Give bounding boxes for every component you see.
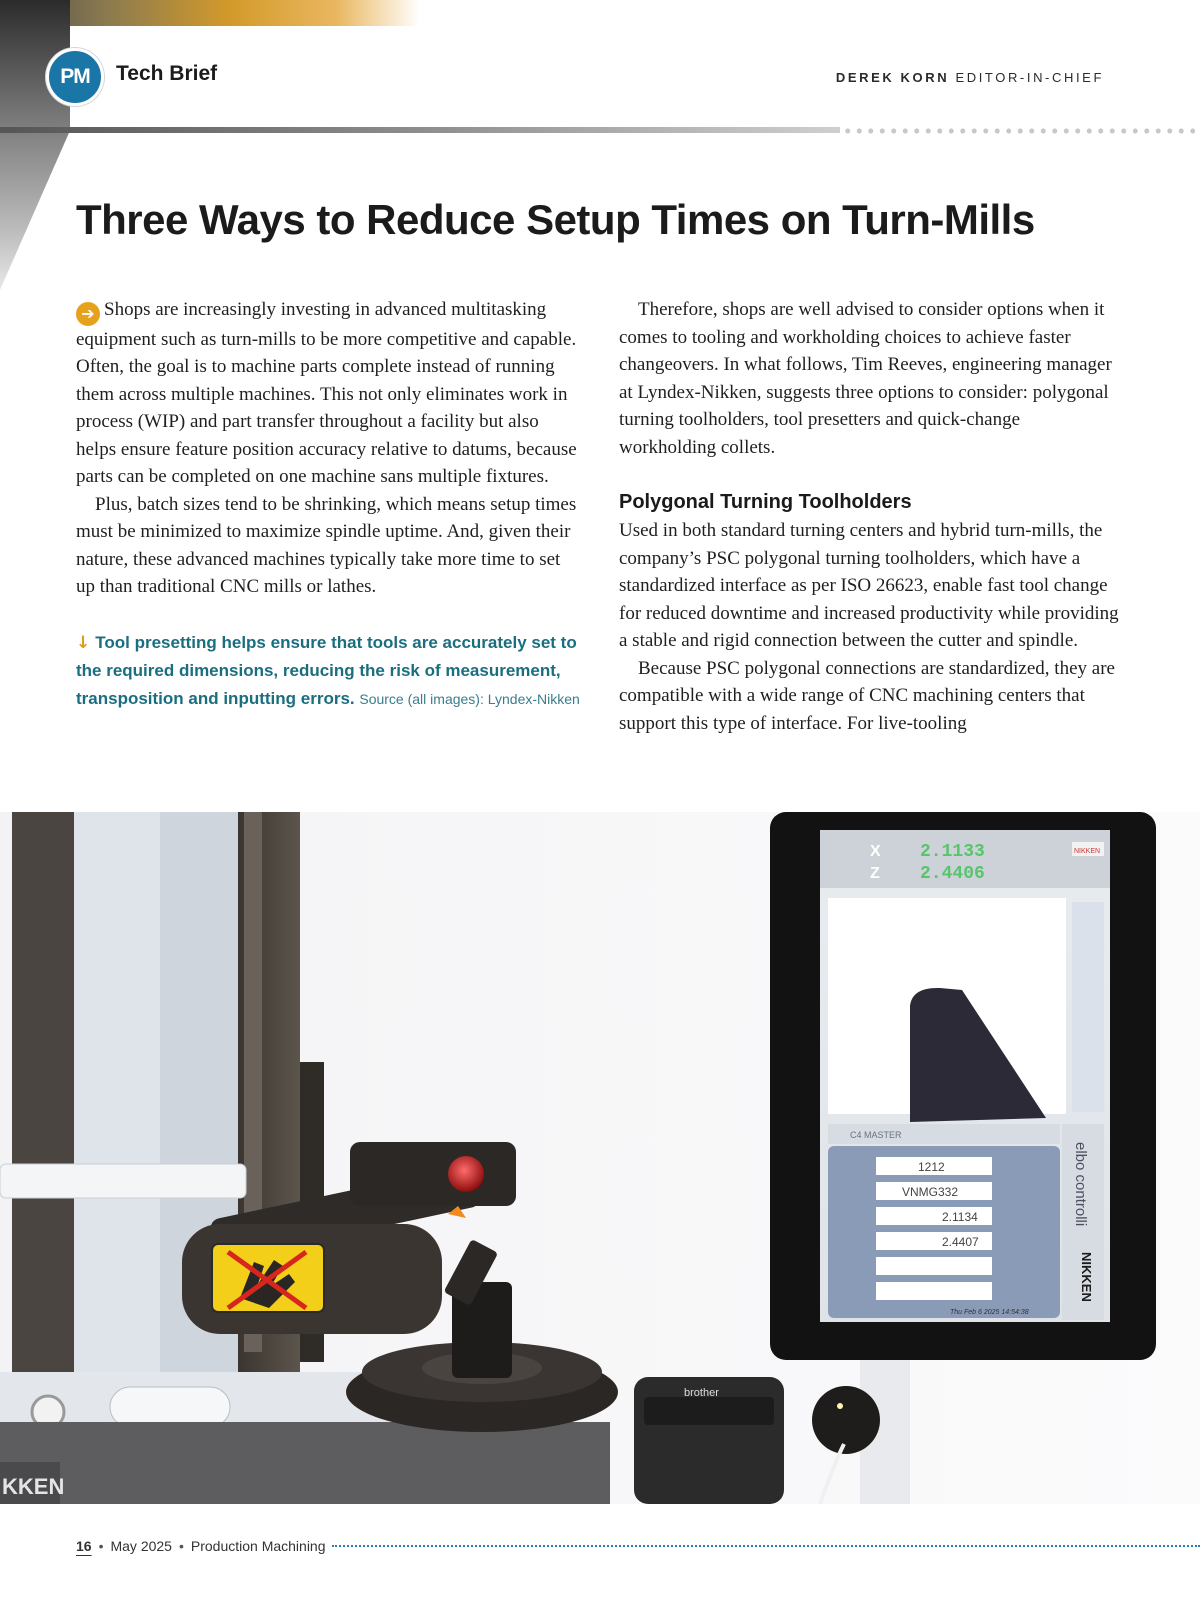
left-column	[76, 296, 582, 713]
header-dotted-rule	[842, 127, 1200, 135]
screen-field: VNMG332	[902, 1185, 959, 1199]
base-label: KKEN	[2, 1474, 65, 1499]
photo-caption	[76, 629, 582, 714]
magazine-name: Production Machining	[190, 1538, 326, 1554]
readout-x-label: X	[870, 843, 881, 860]
wall-socket	[812, 1386, 880, 1454]
printer-brand: brother	[684, 1387, 719, 1399]
section-label: Tech Brief	[116, 62, 218, 85]
footer-dotted-leader	[332, 1545, 1200, 1547]
header-rule	[0, 127, 840, 133]
red-indicator-lamp	[448, 1156, 484, 1192]
camera-housing	[350, 1142, 516, 1206]
header-gray-wedge	[0, 0, 70, 290]
paragraph: Because PSC polygonal connections are standardized, they are compatible with a wide range of CNC machining centers that support this type of interface. For live-tooling	[619, 657, 1115, 734]
arrow-down-icon: ↓	[76, 632, 91, 653]
caption-credit: Source (all images): Lyndex-Nikken	[359, 690, 580, 707]
separator-dot: •	[98, 1538, 104, 1554]
monitor-brand: elbo controlli	[1072, 1142, 1089, 1227]
paragraph: Therefore, shops are well advised to consider options when it comes to tooling and workholding choices to achieve faster changeovers. In what follows, Tim Reeves, engineering manager at Lyndex-Nikken, suggests three options to consider: polygonal turning toolholders, tool presetters and quick-change workholding collets.	[619, 299, 1112, 458]
monitor-brand-2: NIKKEN	[1079, 1252, 1094, 1302]
readout-z-label: Z	[870, 865, 880, 882]
photo-illustration	[0, 812, 1200, 1504]
paragraph: Plus, batch sizes tend to be shrinking, which means setup times must be minimized to maximize spindle uptime. And, given their nature, these advanced machines typically take more time to set up than traditional CNC mills or lathes.	[76, 493, 577, 598]
caption-text: Tool presetting helps ensure that tools are accurately set to the required dimensions, reducing the risk of measurement, transposition and inputting errors.	[76, 632, 577, 708]
screen-field: 1212	[918, 1160, 945, 1174]
separator-dot: •	[178, 1538, 184, 1554]
readout-x-value: 2.1133	[920, 842, 985, 862]
page-number: 16	[76, 1538, 92, 1554]
screen-brand-badge: NIKKEN	[1074, 848, 1101, 855]
readout-z-value: 2.4406	[920, 864, 985, 884]
byline-title: EDITOR-IN-CHIEF	[955, 70, 1104, 85]
screen-datetime: Thu Feb 6 2025 14:54:38	[950, 1309, 1029, 1316]
arrow-right-icon: ➔	[76, 302, 100, 326]
subhead: Polygonal Turning Toolholders	[619, 491, 912, 513]
right-column	[619, 296, 1119, 737]
program-name: C4 MASTER	[850, 1130, 902, 1140]
pm-logo: PM	[46, 48, 104, 106]
paragraph: Used in both standard turning centers and hybrid turn-mills, the company’s PSC polygonal turning toolholders, which have a standardized interface as per ISO 26623, enable fast tool change for reduced downtime and increased productivity while providing a stable and rigid connection between the cutter and spindle.	[619, 520, 1119, 651]
tool-presetter-photo	[0, 812, 1200, 1504]
article-title: Three Ways to Reduce Setup Times on Turn-Mills	[76, 196, 1035, 243]
page-footer	[76, 1538, 1200, 1554]
paragraph-intro: ➔ Shops are increasingly investing in advanced multitasking equipment such as turn-mills to be more competitive and capable. Often, the goal is to machine parts complete instead of running them across multiple machines. This not only eliminates work in process (WIP) and part transfer throughout a facility but also helps ensure feature position accuracy relative to datums, because parts can be completed on one machine sans multiple fixtures.	[76, 299, 577, 488]
screen-field: 2.4407	[942, 1235, 979, 1249]
byline-name: DEREK KORN	[835, 70, 950, 85]
issue-date: May 2025	[110, 1538, 172, 1554]
screen-field: 2.1134	[942, 1210, 978, 1224]
byline	[836, 70, 1104, 85]
